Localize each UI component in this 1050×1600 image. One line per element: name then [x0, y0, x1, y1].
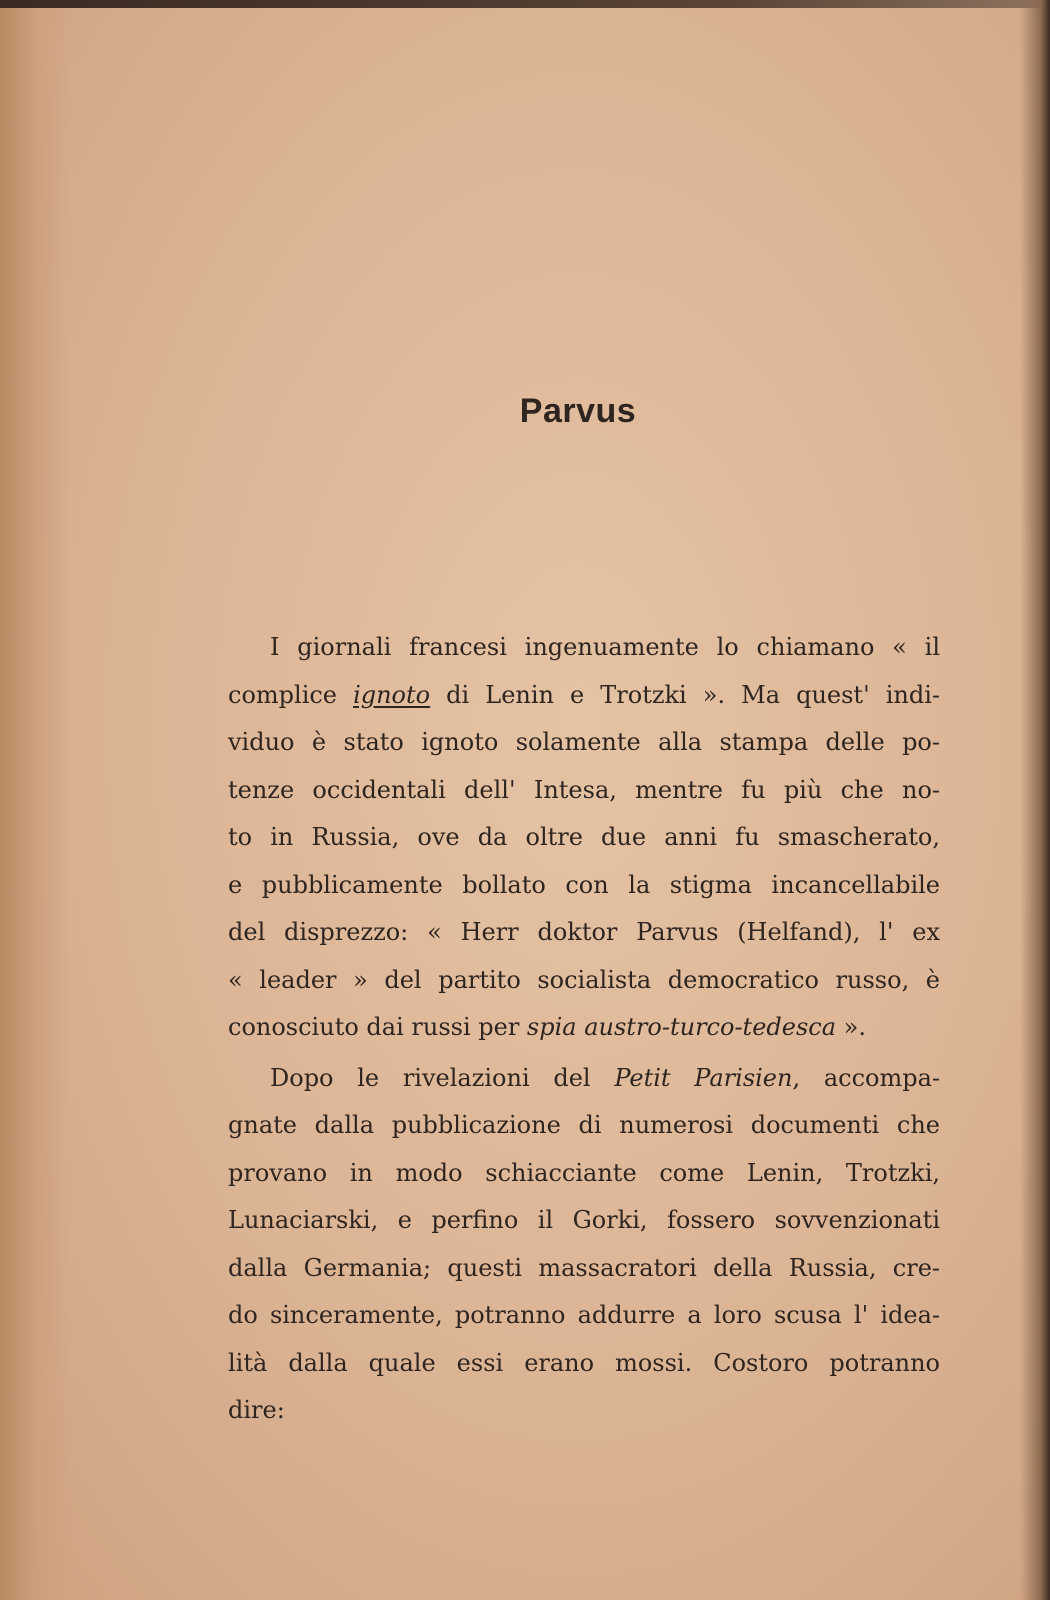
text-line: complice ignoto di Lenin e Trotzki ». Ma quest' indi- [228, 680, 940, 709]
text-line: tenze occidentali dell' Intesa, mentre fu più che no- [228, 775, 940, 804]
text-line: conosciuto dai russi per spia austro-turco-tedesca ». [228, 1013, 866, 1041]
body-text [228, 624, 940, 1435]
italic-petit-parisien: Petit Parisien [614, 1063, 793, 1092]
text-line: dalla Germania; questi massacratori della Russia, cre- [228, 1253, 940, 1282]
text-line: I giornali francesi ingenuamente lo chiamano « il [270, 633, 940, 661]
paragraph-2 [228, 1055, 940, 1435]
text-line: to in Russia, ove da oltre due anni fu smascherato, [228, 823, 940, 851]
text-line: Dopo le rivelazioni del Petit Parisien, accompa- [270, 1063, 941, 1092]
page-top-edge [0, 0, 1050, 8]
text-line: provano in modo schiacciante come Lenin, Trotzki, [228, 1158, 940, 1187]
text-line: lità dalla quale essi erano mossi. Costoro potranno [228, 1348, 940, 1377]
italic-ignoto: ignoto [353, 680, 431, 709]
chapter-title: Parvus [519, 392, 637, 430]
text-line: gnate dalla pubblicazione di numerosi documenti che [228, 1111, 940, 1139]
text-line: viduo è stato ignoto solamente alla stampa delle po- [228, 728, 940, 756]
text-line: dire: [228, 1396, 285, 1424]
text-line: Lunaciarski, e perfino il Gorki, fossero sovvenzionati [228, 1206, 940, 1234]
text-line: e pubblicamente bollato con la stigma incancellabile [228, 870, 940, 899]
text-line: do sinceramente, potranno addurre a loro scusa l' idea- [228, 1301, 940, 1329]
italic-spia: spia austro-turco-tedesca [526, 1013, 837, 1041]
paragraph-1 [228, 624, 940, 1052]
text-line: « leader » del partito socialista democratico russo, è [228, 965, 940, 994]
text-line: del disprezzo: « Herr doktor Parvus (Helfand), l' ex [228, 918, 940, 946]
